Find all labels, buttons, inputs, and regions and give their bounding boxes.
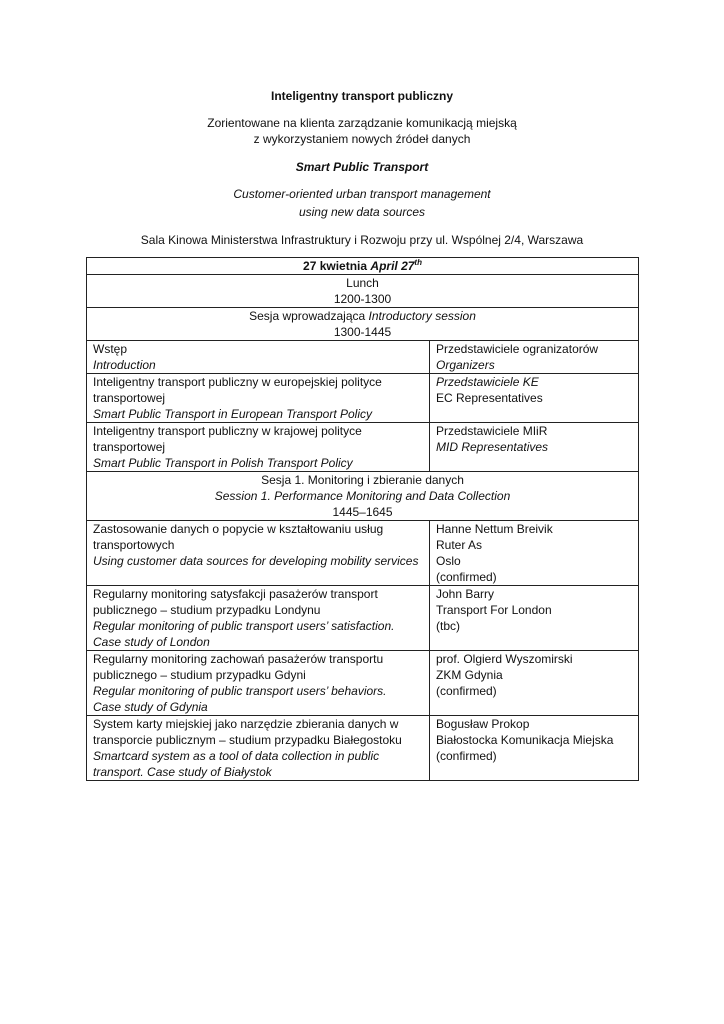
intro-session-cell: [87, 308, 639, 341]
intro-row: [87, 423, 639, 472]
date-en: April 27th: [370, 258, 422, 273]
session1-header-row: [87, 472, 639, 521]
date-pl: 27 kwietnia: [303, 259, 368, 273]
cell-line: Inteligentny transport publiczny w krajowej polityce: [93, 424, 362, 438]
cell-line: Inteligentny transport publiczny w europejskiej polityce: [93, 375, 382, 389]
date-row: [87, 258, 639, 275]
session1-row: [87, 521, 639, 586]
agenda-table: [86, 257, 639, 781]
intro-session-title-pl: Sesja wprowadzająca: [249, 309, 366, 323]
cell-line: Wstęp: [93, 342, 128, 356]
subtitle-pl-line-1: Zorientowane na klienta zarządzanie komunikacją miejską: [207, 116, 517, 130]
talk-cell: [87, 423, 430, 472]
lunch-time: 1200-1300: [333, 292, 392, 306]
cell-line: transport. Case study of Białystok: [93, 765, 272, 779]
session1-row: [87, 716, 639, 781]
talk-cell: [87, 586, 430, 651]
cell-line: Przedstawiciele ogranizatorów: [436, 342, 599, 356]
talk-cell: [87, 341, 430, 374]
cell-line: Smart Public Transport in Polish Transport Policy: [93, 456, 353, 470]
cell-line: Oslo: [436, 554, 461, 568]
cell-line: John Barry: [436, 587, 495, 601]
cell-line: System karty miejskiej jako narzędzie zbierania danych w: [93, 717, 399, 731]
session1-title-pl: Sesja 1. Monitoring i zbieranie danych: [261, 473, 464, 487]
session1-cell: [87, 472, 639, 521]
cell-line: (tbc): [436, 619, 460, 633]
lunch-cell: [87, 275, 639, 308]
cell-line: Organizers: [436, 358, 495, 372]
cell-line: transporcie publicznym – studium przypadku Białegostoku: [93, 733, 402, 747]
cell-line: Białostocka Komunikacja Miejska: [436, 733, 614, 747]
cell-line: MID Representatives: [436, 440, 549, 454]
talk-cell: [87, 374, 430, 423]
date-cell: [87, 258, 639, 275]
cell-line: EC Representatives: [436, 391, 543, 405]
cell-line: (confirmed): [436, 570, 497, 584]
cell-line: Transport For London: [436, 603, 552, 617]
speaker-cell: [430, 586, 639, 651]
speaker-cell: [430, 521, 639, 586]
cell-line: transportowej: [93, 440, 166, 454]
subtitle-en-line-2: using new data sources: [298, 205, 426, 219]
intro-session-time: 1300-1445: [333, 325, 392, 339]
cell-line: Introduction: [93, 358, 156, 372]
talk-cell: [87, 521, 430, 586]
talk-cell: [87, 651, 430, 716]
cell-line: Smartcard system as a tool of data collection in public: [93, 749, 380, 763]
speaker-cell: [430, 716, 639, 781]
speaker-cell: [430, 423, 639, 472]
subtitle-en-line-1: Customer-oriented urban transport management: [233, 187, 491, 201]
intro-row: [87, 374, 639, 423]
cell-line: Smart Public Transport in European Transport Policy: [93, 407, 373, 421]
cell-line: Regular monitoring of public transport users’ satisfaction.: [93, 619, 395, 633]
cell-line: Regularny monitoring zachowań pasażerów transportu: [93, 652, 384, 666]
speaker-cell: [430, 341, 639, 374]
cell-line: Regularny monitoring satysfakcji pasażerów transport: [93, 587, 378, 601]
cell-line: (confirmed): [436, 749, 497, 763]
cell-line: Przedstawiciele MIiR: [436, 424, 548, 438]
cell-line: Using customer data sources for developing mobility services: [93, 554, 419, 568]
intro-row: [87, 341, 639, 374]
cell-line: transportowej: [93, 391, 166, 405]
lunch-label: Lunch: [346, 276, 379, 290]
session1-row: [87, 651, 639, 716]
document-title: Inteligentny transport publiczny: [270, 89, 453, 103]
cell-line: ZKM Gdynia: [436, 668, 503, 682]
speaker-cell: [430, 374, 639, 423]
cell-line: Hanne Nettum Breivik: [436, 522, 553, 536]
cell-line: Case study of London: [93, 635, 210, 649]
lunch-row: [87, 275, 639, 308]
intro-session-header-row: [87, 308, 639, 341]
cell-line: Bogusław Prokop: [436, 717, 530, 731]
cell-line: Przedstawiciele KE: [436, 375, 539, 389]
intro-session-title-en: Introductory session: [368, 309, 476, 323]
cell-line: publicznego – studium przypadku Londynu: [93, 603, 321, 617]
session1-time: 1445–1645: [332, 505, 393, 519]
session1-row: [87, 586, 639, 651]
cell-line: Ruter As: [436, 538, 483, 552]
talk-cell: [87, 716, 430, 781]
cell-line: Regular monitoring of public transport users’ behaviors.: [93, 684, 387, 698]
subtitle-pl-line-2: z wykorzystaniem nowych źródeł danych: [253, 132, 471, 146]
cell-line: (confirmed): [436, 684, 497, 698]
speaker-cell: [430, 651, 639, 716]
venue: Sala Kinowa Ministerstwa Infrastruktury i Rozwoju przy ul. Wspólnej 2/4, Warszawa: [140, 233, 584, 247]
cell-line: Case study of Gdynia: [93, 700, 208, 714]
document-title-en: Smart Public Transport: [295, 160, 429, 174]
cell-line: publicznego – studium przypadku Gdyni: [93, 668, 306, 682]
session1-title-en: Session 1. Performance Monitoring and Data Collection: [214, 489, 511, 503]
cell-line: transportowych: [93, 538, 175, 552]
cell-line: prof. Olgierd Wyszomirski: [436, 652, 573, 666]
cell-line: Zastosowanie danych o popycie w kształtowaniu usług: [93, 522, 384, 536]
